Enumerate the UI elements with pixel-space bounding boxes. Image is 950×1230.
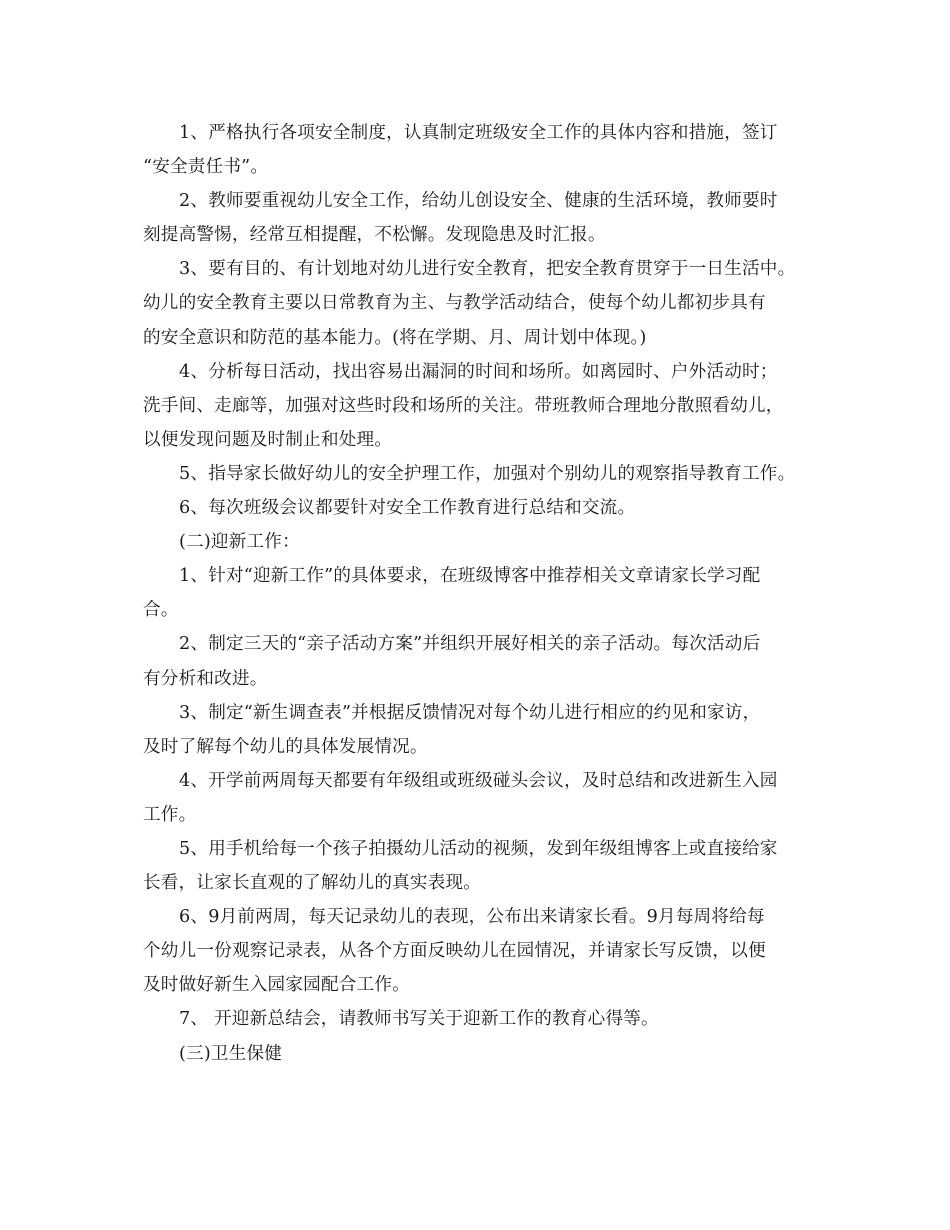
paragraph-line: 长看，让家长直观的了解幼儿的真实表现。 bbox=[143, 873, 482, 894]
paragraph-line: 的安全意识和防范的基本能力。(将在学期、月、周计划中体现。) bbox=[143, 327, 647, 348]
paragraph-line: 2、教师要重视幼儿安全工作，给幼儿创设安全、健康的生活环境，教师要时 bbox=[179, 191, 778, 212]
paragraph-line: 工作。 bbox=[143, 804, 197, 825]
paragraph-line: 个幼儿一份观察记录表，从各个方面反映幼儿在园情况，并请家长写反馈，以便 bbox=[143, 941, 766, 962]
paragraph-line: 7、 开迎新总结会，请教师书写关于迎新工作的教育心得等。 bbox=[179, 1009, 659, 1030]
paragraph-line: 1、严格执行各项安全制度，认真制定班级安全工作的具体内容和措施，签订 bbox=[179, 123, 778, 143]
paragraph-line: “安全责任书”。 bbox=[143, 157, 269, 178]
paragraph-line: 5、用手机给每一个孩子拍摄幼儿活动的视频，发到年级组博客上或直接给家 bbox=[179, 838, 778, 859]
paragraph-line: 有分析和改进。 bbox=[143, 668, 268, 689]
paragraph-line: 刻提高警惕，经常互相提醒，不松懈。发现隐患及时汇报。 bbox=[143, 225, 606, 246]
document-body bbox=[143, 116, 823, 1071]
paragraph-line: 及时做好新生入园家园配合工作。 bbox=[143, 975, 410, 996]
paragraph-line: 4、开学前两周每天都要有年级组或班级碰头会议，及时总结和改进新生入园 bbox=[179, 770, 778, 791]
paragraph-line: 1、针对“迎新工作”的具体要求，在班级博客中推荐相关文章请家长学习配 bbox=[179, 566, 761, 587]
paragraph-line: 6、每次班级会议都要针对安全工作教育进行总结和交流。 bbox=[179, 498, 636, 519]
section-heading: (三)卫生保健 bbox=[179, 1043, 283, 1064]
paragraph-line: 以便发现问题及时制止和处理。 bbox=[143, 429, 393, 450]
section-heading: (二)迎新工作： bbox=[179, 532, 300, 553]
paragraph-line: 幼儿的安全教育主要以日常教育为主、与教学活动结合，使每个幼儿都初步具有 bbox=[143, 293, 766, 314]
paragraph-line: 洗手间、走廊等，加强对这些时段和场所的关注。带班教师合理地分散照看幼儿， bbox=[143, 395, 784, 416]
paragraph-line: 及时了解每个幼儿的具体发展情况。 bbox=[143, 736, 428, 757]
paragraph-line: 2、制定三天的“亲子活动方案”并组织开展好相关的亲子活动。每次活动后 bbox=[179, 634, 761, 655]
paragraph-line: 3、要有目的、有计划地对幼儿进行安全教育，把安全教育贯穿于一日生活中。 bbox=[179, 259, 796, 280]
paragraph-line: 5、指导家长做好幼儿的安全护理工作，加强对个别幼儿的观察指导教育工作。 bbox=[179, 463, 796, 484]
paragraph-line: 6、9月前两周，每天记录幼儿的表现，公布出来请家长看。9月每周将给每 bbox=[179, 907, 765, 928]
paragraph-line: 4、分析每日活动，找出容易出漏洞的时间和场所。如离园时、户外活动时； bbox=[179, 361, 778, 382]
paragraph-line: 3、制定“新生调查表”并根据反馈情况对每个幼儿进行相应的约见和家访， bbox=[179, 702, 761, 723]
paragraph-line: 合。 bbox=[143, 600, 179, 621]
